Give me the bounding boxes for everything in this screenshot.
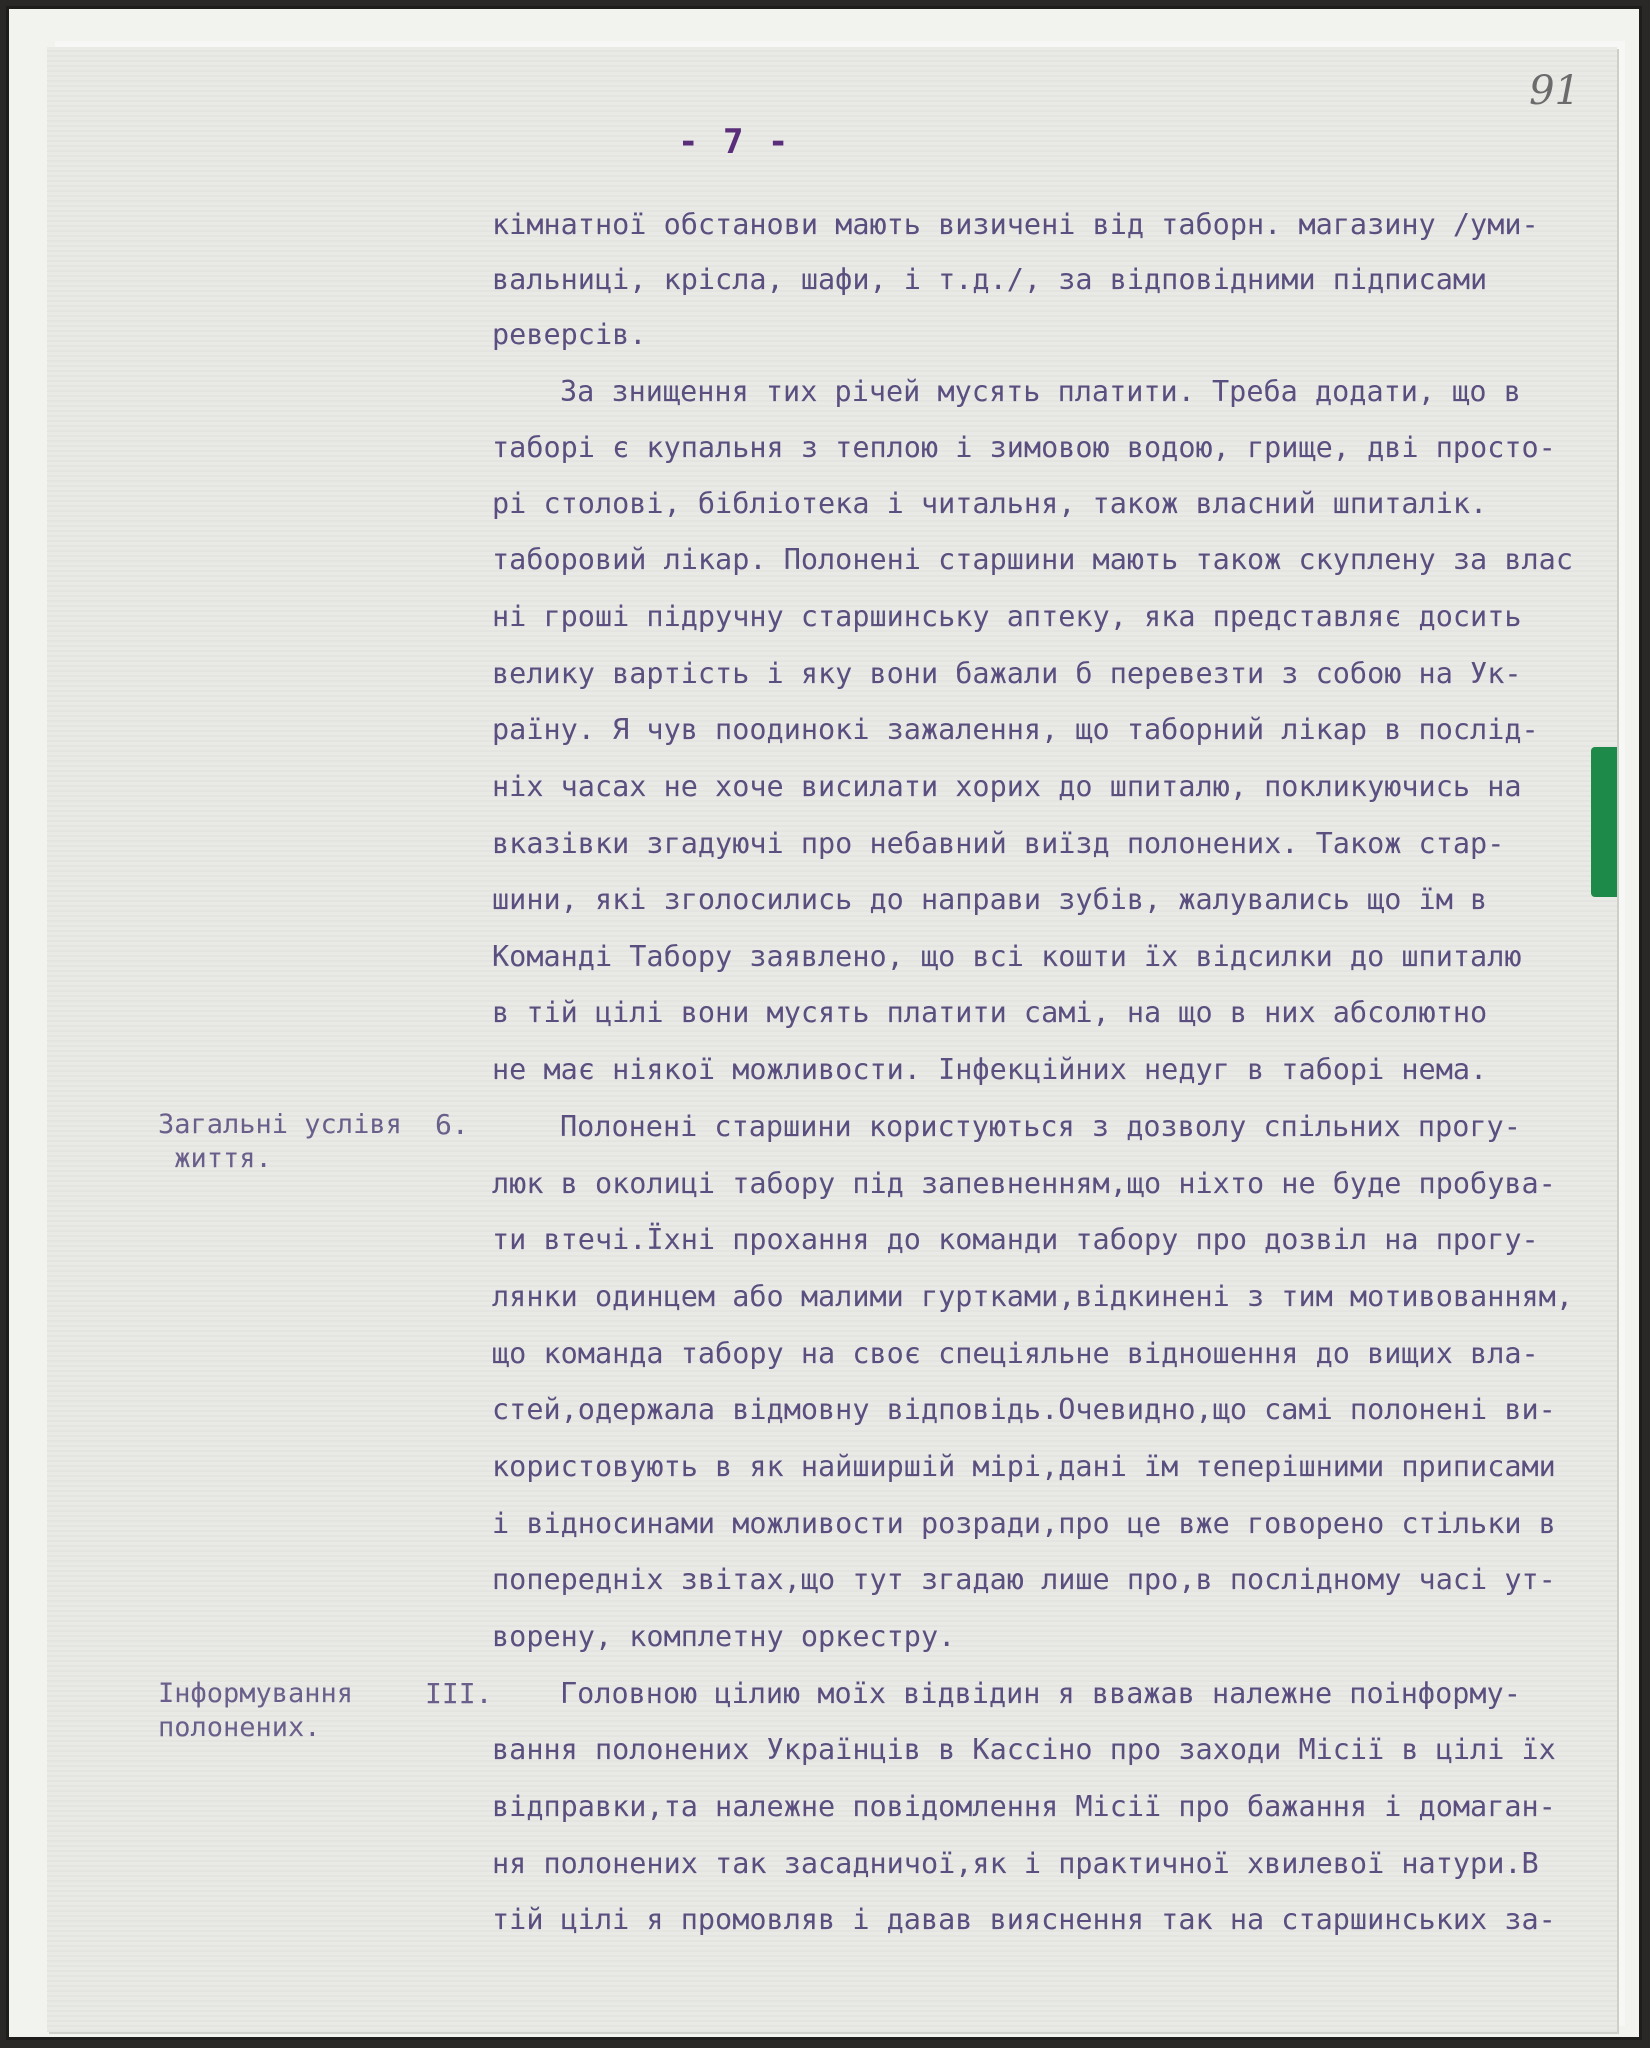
text-line: відправки,та належне повідомлення Місії про бажання і домаган- [492, 1790, 1556, 1823]
text-line: шини, які зголосились до направи зубів, жалувались що їм в [492, 883, 1488, 916]
text-line: ня полонених так засадничої,як і практичної хвилевої натури.В [492, 1847, 1539, 1880]
text-line: кімнатної обстанови мають визичені від таборн. магазину /уми- [492, 208, 1539, 241]
text-line: ні гроші підручну старшинську аптеку, яка представляє досить [492, 600, 1522, 633]
text-line: і відносинами можливости розради,про це вже говорено стільки в [492, 1507, 1556, 1540]
text-line: не має ніякої можливости. Інфекційних недуг в таборі нема. [492, 1053, 1488, 1086]
text-line: рі столові, бібліотека і читальня, також власний шпиталік. [492, 487, 1488, 520]
text-line: лянки одинцем або малими гуртками,відкинені з тим мотивованням, [492, 1280, 1573, 1313]
text-line: Команді Табору заявлено, що всі кошти їх відсилки до шпиталю [492, 940, 1522, 973]
green-bookmark-tab [1591, 747, 1617, 897]
margin-heading-general-conditions: Загальні услівя життя. [158, 1109, 402, 1174]
section-number-3: III. [425, 1677, 493, 1710]
text-line: Головною цілию моїх відвідин я вважав належне поінформу- [560, 1677, 1521, 1710]
text-line: ти втечі.Їхні прохання до команди табору про дозвіл на прогу- [492, 1223, 1539, 1256]
text-line: велику вартість і яку вони бажали б перевезти з собою на Ук- [492, 657, 1522, 690]
text-line: попередніх звітах,що тут згадаю лише про,в послідному часі ут- [492, 1563, 1556, 1596]
text-line: За знищення тих річей мусять платити. Треба додати, що в [560, 375, 1521, 408]
text-line: вання полонених Українців в Кассіно про заходи Місії в цілі їх [492, 1733, 1556, 1766]
folio-number: 91 [1529, 68, 1580, 114]
text-line: користовують в як найширшій мірі,дані їм теперішними приписами [492, 1450, 1556, 1483]
text-line: Полонені старшини користуються з дозволу спільних прогу- [560, 1110, 1521, 1143]
text-line: ніх часах не хоче висилати хорих до шпиталю, покликуючись на [492, 770, 1522, 803]
text-line: таборовий лікар. Полонені старшини мають також скуплену за влас [492, 543, 1573, 576]
text-line: в тій цілі вони мусять платити самі, на що в них абсолютно [492, 996, 1488, 1029]
text-line: вказівки згадуючі про небавний виїзд полонених. Також стар- [492, 827, 1505, 860]
text-line: що команда табору на своє спеціяльне відношення до вищих вла- [492, 1337, 1539, 1370]
page-number: - 7 - [678, 122, 791, 162]
text-line: ворену, комплетну оркестру. [492, 1620, 956, 1653]
text-line: люк в околиці табору під запевненням,що ніхто не буде пробува- [492, 1167, 1556, 1200]
text-line: тій цілі я промовляв і давав вияснення так на старшинських за- [492, 1903, 1556, 1936]
text-line: раїну. Я чув поодинокі зажалення, що таборний лікар в послід- [492, 713, 1539, 746]
text-line: таборі є купальня з теплою і зимовою водою, грище, дві просто- [492, 431, 1556, 464]
text-line: стей,одержала відмовну відповідь.Очевидно,що самі полонені ви- [492, 1393, 1556, 1426]
text-line: реверсів. [492, 318, 647, 351]
section-number-6: 6. [435, 1108, 469, 1141]
text-line: вальниці, крісла, шафи, і т.д./, за відповідними підписами [492, 263, 1488, 296]
margin-heading-informing: Інформування полонених. [158, 1678, 354, 1743]
